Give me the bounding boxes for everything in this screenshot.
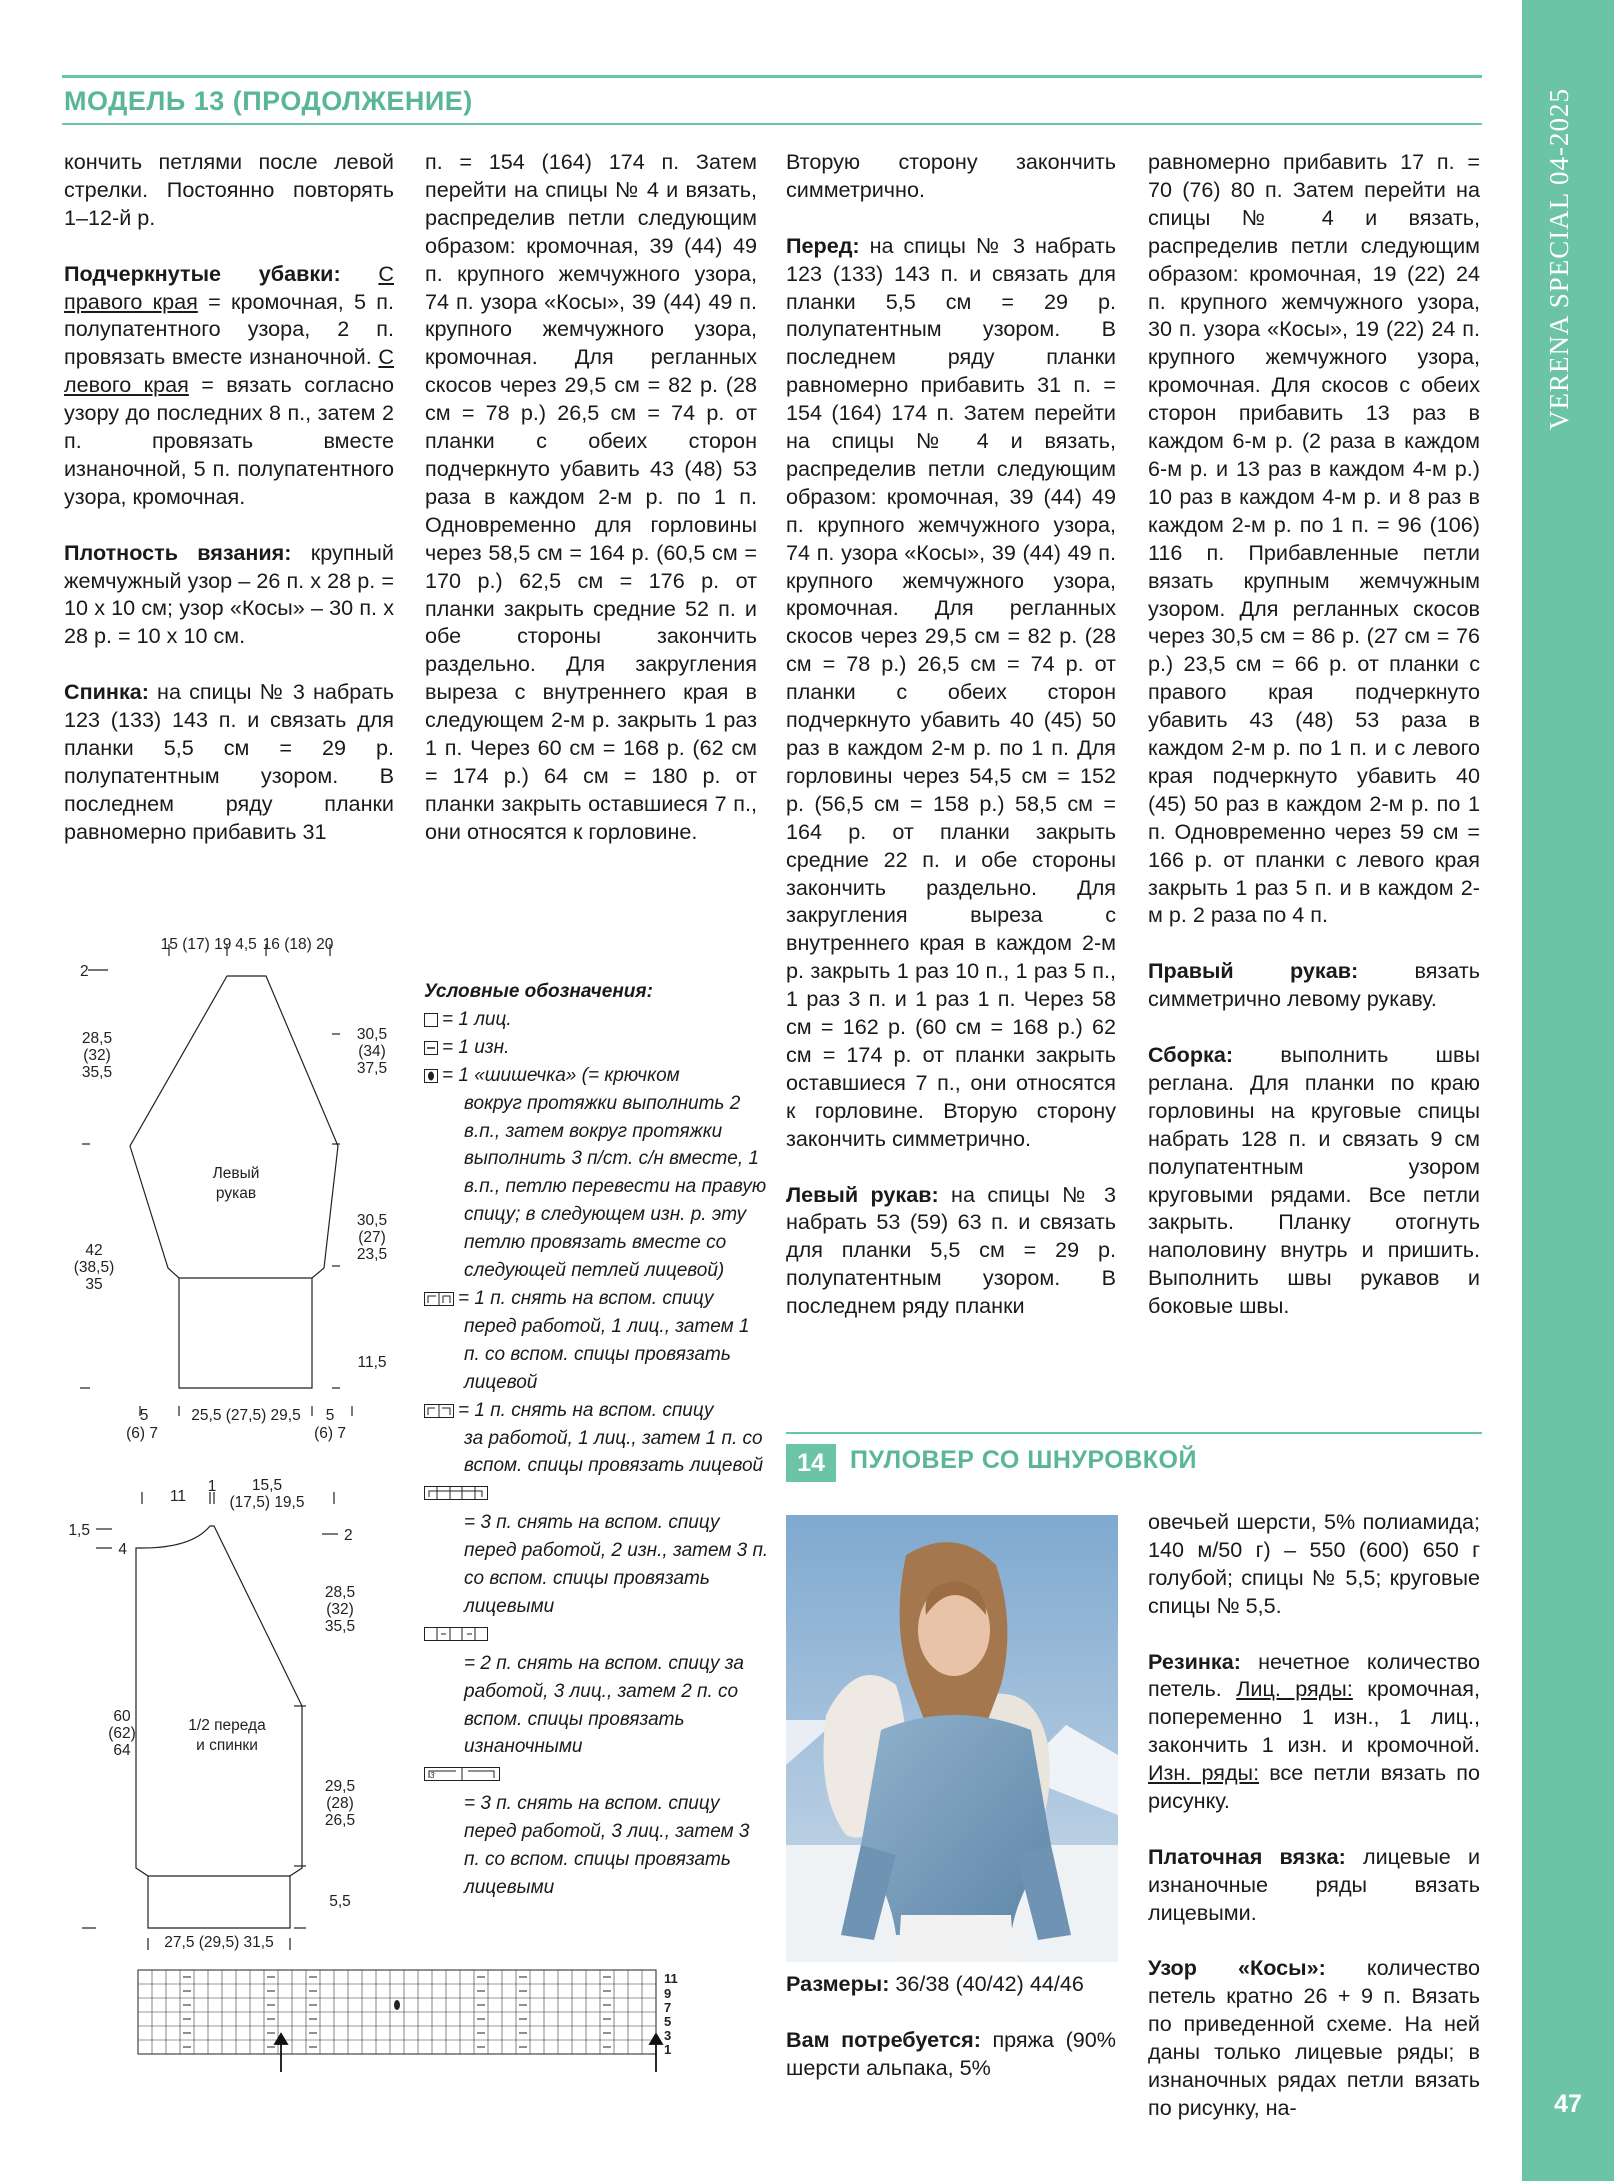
section-header-model-14: [786, 1432, 1482, 1484]
dim-label: 23,5: [356, 1246, 388, 1263]
dim-label: 28,5: [81, 1030, 113, 1047]
legend-heading: Условные обозначения:: [424, 981, 653, 1002]
underlined-text: С левого края: [64, 344, 394, 398]
underlined-text: Лиц. ряды:: [1236, 1676, 1353, 1702]
dim-label: 30,5: [356, 1026, 388, 1043]
page-title: МОДЕЛЬ 13 (ПРОДОЛЖЕНИЕ): [64, 86, 473, 116]
underlined-text: Изн. ряды:: [1148, 1760, 1260, 1786]
label: Вам потребуется:: [786, 2026, 981, 2052]
legend-item: [424, 1034, 769, 1062]
dim-label: 16 (18) 20: [262, 936, 334, 953]
dim-label: 35: [85, 1276, 103, 1293]
symbol-legend: [424, 978, 769, 1902]
paragraph: [1148, 148, 1480, 929]
bobble-mark: [394, 2000, 400, 2010]
dim-label: 2: [344, 1527, 353, 1544]
header-rule: [62, 123, 1482, 125]
paragraph: [64, 148, 394, 232]
text: овечьей шерсти, 5% полиамида; 140 м/50 г) – 550 (600) 650 г голубой; спицы № 5,5; круговые спицы № 5,5.: [1148, 1509, 1480, 1618]
label: Сборка:: [1148, 1041, 1234, 1067]
piece-label: Левый: [212, 1165, 260, 1182]
legend-text: за работой, 1 лиц., затем 1 п. со вспом. спицы провязать лицевой: [464, 1427, 764, 1477]
text: = вязать согласно узору до последних 8 п., затем 2 п. провязать вместе изнаночной, 5 п. полупатентного узора, кромочная.: [64, 372, 394, 509]
legend-item: [424, 1480, 769, 1509]
dim-label: (38,5): [73, 1259, 115, 1276]
section-title: ПУЛОВЕР СО ШНУРОВКОЙ: [850, 1446, 1197, 1474]
dim-label: 60: [113, 1708, 131, 1725]
brand-label: VERENA SPECIAL 04-2025: [1544, 87, 1574, 430]
purl-symbol-icon: [424, 1041, 438, 1055]
dim-label: 42: [85, 1242, 103, 1259]
legend-item: [424, 1006, 769, 1034]
body-schematic: [62, 1466, 402, 1956]
legend-text: = 1 изн.: [442, 1036, 510, 1058]
dim-label: 37,5: [356, 1060, 388, 1077]
sidebar: [1522, 0, 1614, 2181]
paragraph: [1148, 1041, 1480, 1320]
legend-item: [424, 1621, 769, 1650]
dim-label: 27,5 (29,5) 31,5: [164, 1934, 274, 1951]
text: лицевые и изнаночные ряды вязать лицевыми.: [1148, 1843, 1480, 1925]
dim-label: 35,5: [324, 1618, 356, 1635]
paragraph: [64, 539, 394, 651]
row-number: 3: [664, 2028, 672, 2043]
dim-label: 11: [169, 1488, 187, 1505]
bobble-symbol-icon: [424, 1069, 438, 1083]
legend-text: = 1 лиц.: [442, 1008, 512, 1030]
text: пряжа (90% шерсти альпака, 5%: [786, 2026, 1116, 2080]
dim-label: 2: [80, 963, 89, 980]
text: п. = 154 (164) 174 п. Затем перейти на спицы № 4 и вязать, распределив петли следующим образом: кромочная, 39 (44) 49 п. крупного жемчужного узора, 74 п. узора «Косы», 39 (44) 49 п. крупного жемчужного узора, кромочная. Для регланных скосов через 29,5 см = 82 р. (28 см = 78 р.) 26,5 см = 74 р. от планки с обеих сторон подчеркнуто убавить 43 (48) 53 раза в каждом 2-м р. по 1 п. Одновременно для горловины через 58,5 см = 164 р. (60,5 см = 170 р.) 62,5 см = 176 р. от планки закрыть средние 52 п. и обе стороны закончить раздельно. Для закругления выреза с внутреннего края в следующем 2-м р. закрыть 1 раз 1 п. Через 60 см = 168 р. (62 см = 174 р.) 64 см = 180 р. от планки закрыть оставшиеся 7 п., они относятся к горловине.: [425, 149, 757, 844]
dim-label: 28,5: [324, 1584, 356, 1601]
sleeve-schematic: [62, 926, 402, 1442]
text: = кромочная, 5 п. полупатентного узора, 2 п. провязать вместе изнаночной.: [64, 288, 394, 370]
paragraph: [786, 148, 1116, 204]
paragraph: [786, 2026, 1116, 2082]
top-rule: [62, 75, 1482, 78]
cable-3-2-symbol-icon: [424, 1486, 488, 1500]
piece-label: рукав: [215, 1185, 257, 1202]
column-2: [425, 148, 757, 846]
piece-label: и спинки: [196, 1737, 258, 1754]
label: Плотность вязания:: [64, 539, 292, 565]
legend-text: вокруг протяжки выполнить 2 в.п., затем вокруг протяжки выполнить 3 п/ст. с/н вместе, 1 в.п., петлю перевести на правую спицу; в следующем изн. р. эту петлю провязать вместе со следующей петлей лицевой): [464, 1092, 767, 1282]
photo-image: [786, 1515, 1118, 1962]
paragraph: [786, 1181, 1116, 1321]
dim-label: (28): [326, 1795, 354, 1812]
dim-label: 5: [325, 1407, 335, 1424]
dim-label: 4,5: [235, 936, 257, 953]
dim-label: 5: [139, 1407, 149, 1424]
dim-label: 29,5: [324, 1778, 356, 1795]
dim-label: 4: [118, 1541, 127, 1558]
legend-text: = 1 п. снять на вспом. спицу: [458, 1287, 714, 1309]
dim-label: 26,5: [324, 1812, 356, 1829]
legend-item: [424, 1062, 769, 1090]
cable-3-3-symbol-icon: [424, 1767, 500, 1781]
text: все петли вязать по рисунку.: [1148, 1760, 1480, 1814]
label: Перед:: [786, 232, 860, 258]
paragraph: [786, 1970, 1116, 1998]
text: Вторую сторону закончить симметрично.: [786, 149, 1116, 202]
dim-label: (6) 7: [314, 1425, 346, 1442]
section-rule: [786, 1432, 1482, 1434]
label: Платочная вязка:: [1148, 1843, 1346, 1869]
dim-label: (32): [326, 1601, 354, 1618]
dim-label: (34): [358, 1043, 386, 1060]
row-number: 7: [664, 2000, 672, 2015]
column-1: [64, 148, 394, 846]
label: Подчеркнутые убавки:: [64, 260, 341, 286]
label: Узор «Косы»:: [1148, 1955, 1326, 1981]
legend-text: = 3 п. снять на вспом. спицу перед работой, 2 изн., затем 3 п. со вспом. спицы провязать лицевыми: [464, 1512, 769, 1617]
dim-label: 15 (17) 19: [160, 936, 232, 953]
dim-label: 11,5: [357, 1354, 387, 1371]
row-number: 5: [664, 2014, 672, 2029]
legend-text: = 2 п. снять на вспом. спицу за работой, 3 лиц., затем 2 п. со вспом. спицы провязать изнаночными: [464, 1652, 744, 1758]
label: Резинка:: [1148, 1648, 1241, 1674]
legend-text: = 1 «шишечка» (= крючком: [442, 1064, 680, 1086]
svg-text:3: 3: [430, 1771, 435, 1781]
dim-label: 30,5: [356, 1212, 388, 1229]
legend-item: [424, 1285, 769, 1313]
row-number: 1: [664, 2042, 672, 2057]
model-14-column-4: [1148, 1508, 1480, 2122]
cross-left-symbol-icon: [424, 1404, 454, 1418]
dim-label: (62): [108, 1725, 136, 1742]
text: 36/38 (40/42) 44/46: [889, 1971, 1084, 1996]
paragraph: [1148, 1843, 1480, 1927]
piece-label: 1/2 переда: [188, 1717, 266, 1734]
text: кончить петлями после левой стрелки. Постоянно повторять 1–12-й р.: [64, 149, 394, 230]
text: кромочная, попеременно 1 изн., 1 лиц., закончить 1 изн. и кромочной.: [1148, 1676, 1480, 1758]
paragraph: [425, 148, 757, 846]
legend-text: перед работой, 1 лиц., затем 1 п. со вспом. спицы провязать лицевой: [464, 1315, 750, 1393]
knit-symbol-icon: [424, 1013, 438, 1027]
model-number-badge: 14: [786, 1444, 836, 1482]
row-number: 11: [664, 1971, 678, 1986]
model-14-column-3: [786, 1970, 1116, 2082]
dim-label: (32): [83, 1047, 111, 1064]
text: на спицы № 3 набрать 53 (59) 63 п. и связать для планки 5,5 см = 29 р. полупатентным узором. В последнем ряду планки: [786, 1181, 1116, 1319]
paragraph: [64, 260, 394, 511]
underlined-text: С правого края: [64, 260, 394, 314]
paragraph: [1148, 957, 1480, 1013]
text: нечетное количество петель.: [1148, 1648, 1480, 1702]
dim-label: 1: [207, 1478, 217, 1495]
chart-grid: [138, 1970, 656, 2054]
dim-label: 15,5: [251, 1477, 283, 1494]
text: равномерно прибавить 17 п. = 70 (76) 80 п. Затем перейти на спицы № 4 и вязать, распределив петли следующим образом: кромочная, 19 (22) 24 п. крупного жемчужного узора, 30 п. узора «Косы», 19 (22) 24 п. крупного жемчужного узора, кромочная. Для скосов с обеих сторон прибавить 13 раз в каждом 6-м р. (2 раза в каждом 6-м р. и 13 раз в каждом 4-м р.) 10 раз в каждом 4-м р. и 8 раз в каждом 2-м р. по 1 п. = 96 (106) 116 п. Прибавленные петли вязать крупным жемчужным узором. Для регланных скосов через 30,5 см = 86 р. (27 см = 76 р.) 23,5 см = 66 р. от планки с правого края подчеркнуто убавить 43 (48) 53 раза в каждом 2-м р. по 1 п. и с левого края подчеркнуто убавить 40 (45) 50 раз в каждом 2-м р. по 1 п. Одновременно через 59 см = 166 р. от планки с левого края закрыть 1 раз 5 п. и в каждом 2-м р. 2 раза по 4 п.: [1148, 149, 1480, 928]
cable-chart: [136, 1968, 686, 2074]
dim-label: 5,5: [329, 1893, 351, 1910]
text: вязать симметрично левому рукаву.: [1148, 958, 1480, 1012]
label: Левый рукав:: [786, 1181, 939, 1207]
cross-right-symbol-icon: [424, 1292, 454, 1306]
column-4: [1148, 148, 1480, 1320]
dim-label: (17,5) 19,5: [229, 1494, 305, 1511]
label: Спинка:: [64, 679, 149, 705]
legend-item: [424, 1761, 769, 1790]
text: на спицы № 3 набрать 123 (133) 143 п. и связать для планки 5,5 см = 29 р. полупатентным узором. В последнем ряду планки равномерно прибавить 31 п. = 154 (164) 174 п. Затем перейти на спицы № 4 и вязать, распределив петли следующим образом: кромочная, 39 (44) 49 п. крупного жемчужного узора, 74 п. узора «Косы», 39 (44) 49 п. крупного жемчужного узора, кромочная. Для регланных скосов через 29,5 см = 82 р. (28 см = 78 р.) 26,5 см = 74 р. от планки с обеих сторон подчеркнуто убавить 40 (45) 50 раз в каждом 2-м р. по 1 п. Для горловины через 54,5 см = 152 р. (56,5 см = 158 р.) 58,5 см = 164 р. от планки закрыть средние 22 п. и обе стороны закончить раздельно. Для закругления выреза с внутреннего края в каждом 2-м р. закрыть 1 раз 10 п., 1 раз 5 п., 1 раз 3 п. и 1 раз 1 п. Через 58 см = 162 р. (60 см = 168 р.) 62 см = 174 р. от планки закрыть оставшиеся 7 п., они относятся к горловине. Вторую сторону закончить симметрично.: [786, 232, 1116, 1151]
label: Размеры:: [786, 1971, 890, 1996]
page-number: 47: [1554, 2090, 1582, 2118]
column-3: [786, 148, 1116, 1320]
text: крупный жемчужный узор – 26 п. х 28 р. = 10 х 10 см; узор «Косы» – 30 п. х 28 р. = 10 х 10 см.: [64, 539, 394, 649]
model-photo: [786, 1515, 1118, 1962]
dim-label: 1,5: [68, 1522, 90, 1539]
text: количество петель кратно 26 + 9 п. Вязать по приведенной схеме. На ней даны только лицевые ряды; в изнаночных рядах петли вязать по рисунку, на-: [1148, 1955, 1480, 2120]
paragraph: [1148, 1508, 1480, 1620]
row-number: 9: [664, 1986, 672, 2001]
text: на спицы № 3 набрать 123 (133) 143 п. и связать для планки 5,5 см = 29 р. полупатентным узором. В последнем ряду планки равномерно прибавить 31: [64, 679, 394, 844]
paragraph: [1148, 1954, 1480, 2121]
label: Правый рукав:: [1148, 958, 1359, 984]
dim-label: 64: [113, 1742, 131, 1759]
legend-item: [424, 1397, 769, 1425]
dim-label: (27): [358, 1229, 386, 1246]
dim-label: 25,5 (27,5) 29,5: [191, 1407, 301, 1424]
dim-label: (6) 7: [126, 1425, 158, 1442]
legend-text: = 3 п. снять на вспом. спицу перед работой, 3 лиц., затем 3 п. со вспом. спицы провязать лицевыми: [464, 1793, 750, 1898]
cable-2-3-symbol-icon: [424, 1627, 488, 1641]
dim-label: 35,5: [81, 1064, 113, 1081]
paragraph: [64, 678, 394, 845]
paragraph: [786, 232, 1116, 1153]
legend-text: = 1 п. снять на вспом. спицу: [458, 1399, 714, 1421]
text: выполнить швы реглана. Для планки по краю горловины на круговые спицы набрать 128 п. и связать 9 см полупатентным узором круговыми рядами. Все петли закрыть. Планку отогнуть наполовину внутрь и пришить. Выполнить швы рукавов и боковые швы.: [1148, 1041, 1480, 1319]
paragraph: [1148, 1648, 1480, 1815]
